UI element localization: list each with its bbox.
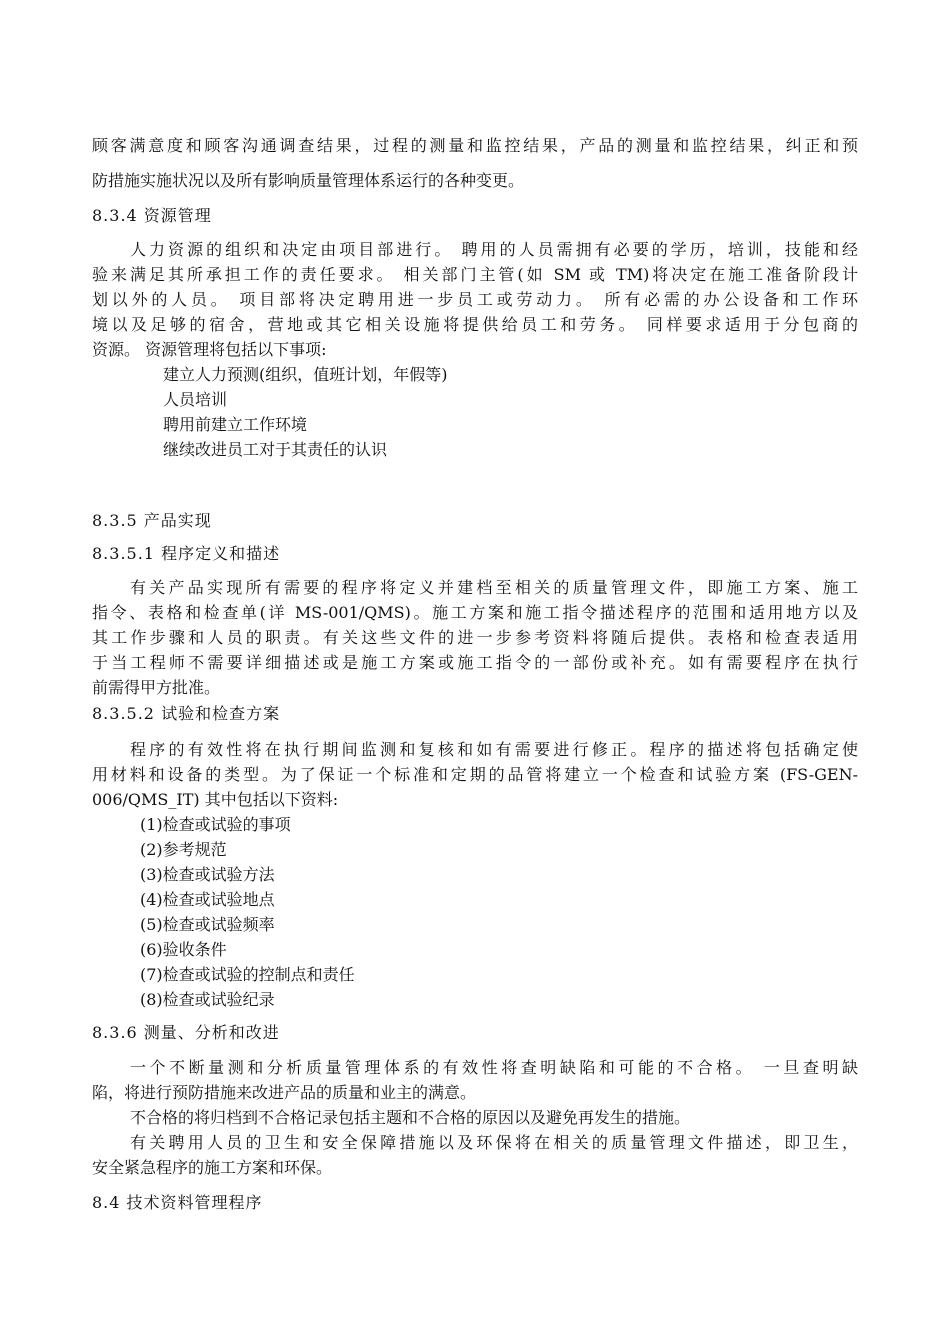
- s8352-list-item: (1)检查或试验的事项: [140, 815, 291, 834]
- s8352-list-item: (6)验收条件: [140, 940, 227, 959]
- s8351-para-line-3: 其工作步骤和人员的职责。有关这些文件的进一步参考资料将随后提供。表格和检查表适用: [92, 628, 858, 647]
- s836-para-line-1: 一个不断量测和分析质量管理体系的有效性将查明缺陷和可能的不合格。 一旦查明缺: [130, 1058, 858, 1077]
- s836-para-line-4: 有关聘用人员的卫生和安全保障措施以及环保将在相关的质量管理文件描述，即卫生，: [130, 1133, 858, 1152]
- s834-para-line-5: 资源。 资源管理将包括以下事项:: [92, 340, 327, 359]
- s834-list-item: 继续改进员工对于其责任的认识: [163, 440, 388, 459]
- section-heading-8-4: 8.4 技术资料管理程序: [92, 1193, 263, 1212]
- s8352-list-item: (5)检查或试验频率: [140, 915, 275, 934]
- section-heading-8-3-6: 8.3.6 测量、分析和改进: [92, 1023, 280, 1042]
- s8351-para-line-5: 前需得甲方批准。: [92, 678, 221, 697]
- s834-list-item: 人员培训: [163, 390, 228, 409]
- section-heading-8-3-5: 8.3.5 产品实现: [92, 511, 212, 530]
- s8352-list-item: (7)检查或试验的控制点和责任: [140, 965, 355, 984]
- s8352-para-line-3: 006/QMS_IT) 其中包括以下资料:: [92, 790, 339, 809]
- s8351-para-line-4: 于当工程师不需要详细描述或是施工方案或施工指令的一部份或补充。如有需要程序在执行: [92, 653, 858, 672]
- s8352-list-item: (3)检查或试验方法: [140, 865, 275, 884]
- s8352-list-item: (2)参考规范: [140, 840, 227, 859]
- s8352-list-item: (4)检查或试验地点: [140, 890, 275, 909]
- s8352-list-item: (8)检查或试验纪录: [140, 990, 275, 1009]
- s834-para-line-3: 划以外的人员。 项目部将决定聘用进一步员工或劳动力。 所有必需的办公设备和工作环: [92, 290, 858, 309]
- s8352-para-line-1: 程序的有效性将在执行期间监测和复核和如有需要进行修正。程序的描述将包括确定使: [130, 740, 858, 759]
- s834-list-item: 聘用前建立工作环境: [163, 415, 308, 434]
- s8351-para-line-2: 指令、表格和检查单(详 MS-001/QMS)。施工方案和施工指令描述程序的范围和适用地方以及: [92, 603, 858, 622]
- s836-para-line-3: 不合格的将归档到不合格记录包括主题和不合格的原因以及避免再发生的措施。: [130, 1108, 691, 1127]
- s834-para-line-4: 境以及足够的宿舍，营地或其它相关设施将提供给员工和劳务。 同样要求适用于分包商的: [92, 315, 858, 334]
- section-heading-8-3-5-1: 8.3.5.1 程序定义和描述: [92, 544, 281, 563]
- s834-para-line-2: 验来满足其所承担工作的责任要求。 相关部门主管(如 SM 或 TM)将决定在施工准备阶段计: [92, 265, 858, 284]
- section-heading-8-3-4: 8.3.4 资源管理: [92, 206, 212, 225]
- s8351-para-line-1: 有关产品实现所有需要的程序将定义并建档至相关的质量管理文件，即施工方案、施工: [130, 578, 858, 597]
- section-heading-8-3-5-2: 8.3.5.2 试验和检查方案: [92, 704, 281, 723]
- s836-para-line-5: 安全紧急程序的施工方案和环保。: [92, 1158, 333, 1177]
- s834-list-item: 建立人力预测(组织，值班计划，年假等): [163, 365, 448, 384]
- s834-para-line-1: 人力资源的组织和决定由项目部进行。 聘用的人员需拥有必要的学历，培训，技能和经: [130, 240, 858, 259]
- s836-para-line-2: 陷，将进行预防措施来改进产品的质量和业主的满意。: [92, 1083, 477, 1102]
- intro-line-2: 防措施实施状况以及所有影响质量管理体系运行的各种变更。: [92, 171, 525, 190]
- intro-line-1: 顾客满意度和顾客沟通调查结果，过程的测量和监控结果，产品的测量和监控结果，纠正和预: [92, 136, 858, 155]
- s8352-para-line-2: 用材料和设备的类型。为了保证一个标准和定期的品管将建立一个检查和试验方案 (FS-GEN-: [92, 765, 858, 784]
